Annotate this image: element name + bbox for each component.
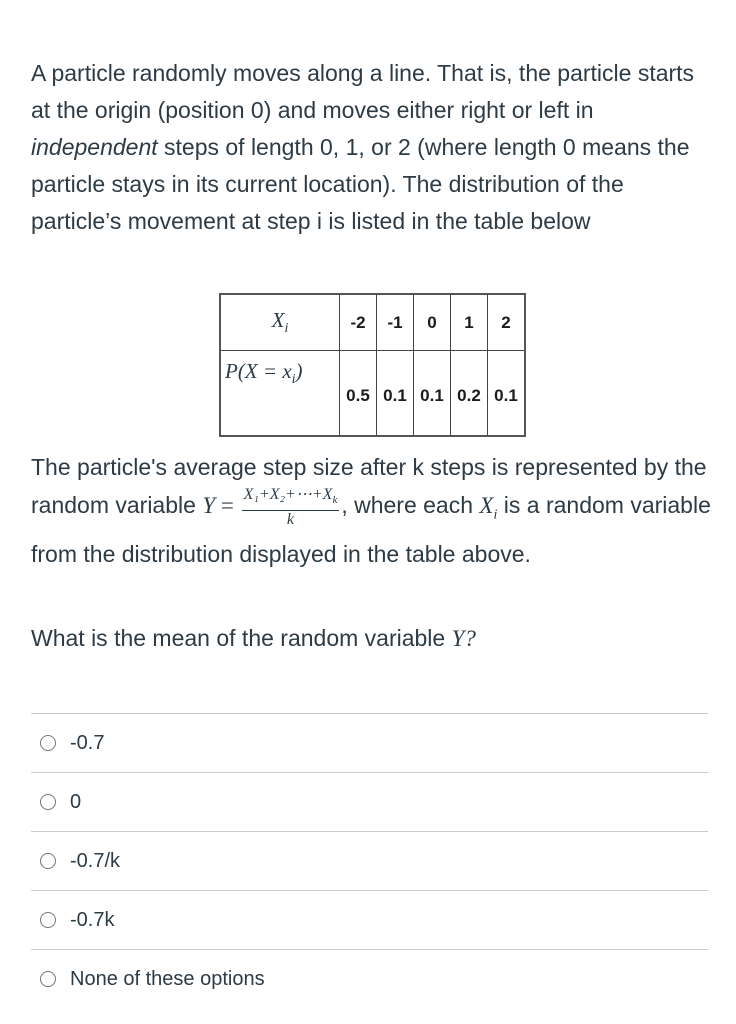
table-cell-x: -2	[340, 294, 377, 351]
formula-xi	[479, 493, 498, 523]
answer-label: None of these options	[70, 967, 265, 990]
p-close-paren: )	[295, 359, 303, 383]
table-cell-x: -1	[377, 294, 414, 351]
table-header-x	[220, 294, 340, 351]
emphasis-text: independent	[31, 134, 158, 160]
xi-subscript: i	[493, 507, 498, 523]
question-text	[31, 55, 711, 240]
answer-option[interactable]	[31, 890, 708, 949]
distribution-table	[219, 293, 526, 437]
radio-button[interactable]	[40, 912, 56, 928]
answer-label: -0.7k	[70, 908, 115, 931]
x-symbol: X	[271, 307, 285, 332]
formula-y	[202, 493, 239, 518]
table-cell-p: 0.1	[377, 351, 414, 437]
table-cell-p: 0.2	[451, 351, 488, 437]
question-text-part: The particle's average step size after k steps is represented by the random variable	[31, 454, 707, 518]
table-row-p	[220, 351, 525, 437]
radio-button[interactable]	[40, 735, 56, 751]
table-cell-x: 0	[414, 294, 451, 351]
question-text-part: What is the mean of the random variable	[31, 625, 452, 651]
answer-option[interactable]	[31, 949, 708, 1008]
question-mark: ?	[464, 626, 476, 651]
radio-button[interactable]	[40, 853, 56, 869]
answer-option[interactable]	[31, 772, 708, 831]
answer-option[interactable]	[31, 831, 708, 890]
table-header-p	[220, 351, 340, 437]
equals-sign: =	[215, 493, 240, 518]
radio-button[interactable]	[40, 794, 56, 810]
question-text-part: A particle randomly moves along a line. That is, the particle starts at the origin (position 0) and moves either right or left in	[31, 60, 695, 123]
answer-options	[31, 713, 708, 1008]
table-cell-x: 2	[488, 294, 526, 351]
table-row-x	[220, 294, 525, 351]
distribution-table-wrapper	[219, 293, 526, 437]
p-symbol: P(X = x	[225, 359, 292, 383]
table-cell-p: 0.5	[340, 351, 377, 437]
x-subscript: i	[284, 321, 289, 337]
fraction	[242, 486, 340, 527]
question-text-part: where each	[347, 492, 480, 518]
xi-symbol: X	[479, 493, 494, 518]
table-cell-p: 0.1	[488, 351, 526, 437]
table-cell-p: 0.1	[414, 351, 451, 437]
fraction-denominator: k	[286, 510, 295, 528]
y-symbol: Y	[202, 493, 216, 518]
question-text-part: is a random variable from the distribution displayed in the table above.	[31, 492, 711, 567]
numerator-subscript: k	[332, 494, 338, 507]
question-paragraph-1	[31, 55, 711, 240]
numerator-text: X₁+X₂+⋯+X	[243, 486, 333, 504]
answer-label: -0.7	[70, 731, 105, 754]
fraction-numerator	[242, 486, 340, 510]
question-paragraph-3	[31, 620, 476, 657]
p-subscript: i	[291, 372, 296, 388]
question-text-part: steps of length 0, 1, or 2 (where length 0 means the particle stays in its current location). The distribution of the particle’s movement at step i is listed in the table below	[31, 134, 690, 234]
answer-label: -0.7/k	[70, 849, 121, 872]
answer-option[interactable]	[31, 713, 708, 772]
question-paragraph-2	[31, 448, 721, 573]
answer-label: 0	[70, 790, 82, 813]
radio-button[interactable]	[40, 971, 56, 987]
comma: ,	[341, 492, 348, 518]
table-cell-x: 1	[451, 294, 488, 351]
y-symbol: Y	[451, 626, 465, 651]
